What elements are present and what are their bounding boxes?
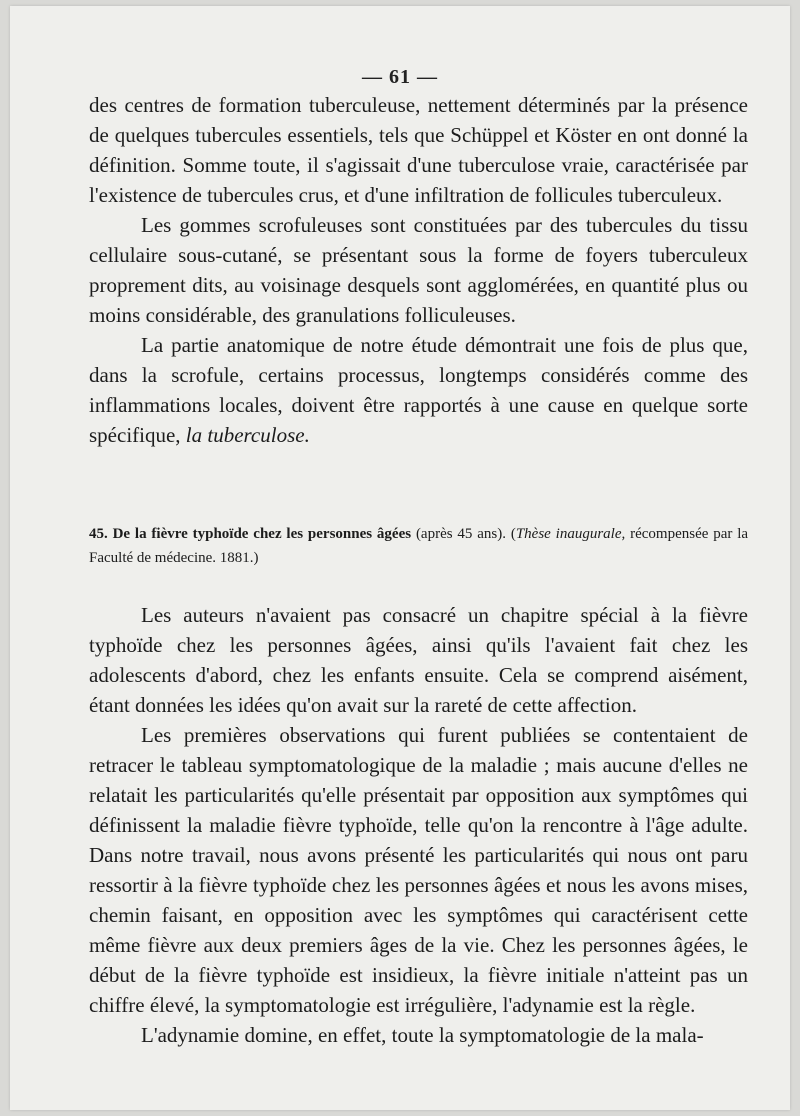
entry-italic: Thèse inaugurale, [515, 526, 626, 542]
paragraph-auteurs: Les auteurs n'avaient pas consacré un chapitre spécial à la fièvre typhoïde chez les personnes âgées, ainsi qu'ils l'avaient fait chez les adolescents d'abord, chez les enfants ensuite. Cela se comprend aisément, étant données les idées qu'on avait sur la rareté de cette affection. [89, 603, 748, 717]
paragraph-anatomique-text: La partie anatomique de notre étude démontrait une fois de plus que, dans la scrofule, certains processus, longtemps considérés comme des inflammations locales, doivent être rapportés à une cause en quelque sorte spécifique, [89, 333, 748, 447]
paragraph-continuation: des centres de formation tuberculeuse, nettement déterminés par la présence de quelques tubercules essentiels, tels que Schüppel et Köster en ont donné la définition. Somme toute, il s'agissait d'une tuberculose vraie, caractérisée par l'existence de tubercules crus, et d'une infiltration de follicules tuberculeux. [89, 93, 748, 207]
paragraph-gommes: Les gommes scrofuleuses sont constituées par des tubercules du tissu cellulaire sous-cutané, se présentant sous la forme de foyers tuberculeux proprement dits, au voisinage desquels sont agglomérées, en quantité plus ou moins considérable, des granulations folliculeuses. [89, 213, 748, 327]
paragraph-adynamie: L'adynamie domine, en effet, toute la symptomatologie de la mala- [141, 1023, 704, 1047]
text-block-top [89, 90, 748, 450]
page-number: — 61 — [362, 66, 438, 88]
entry-paren: (après 45 ans). [415, 526, 506, 542]
entry-open-bracket: ( [510, 526, 516, 542]
entry-rest: récompensée par la Faculté de médecine. 1881.) [89, 526, 749, 566]
paragraph-observations: Les premières observations qui furent publiées se contentaient de retracer le tableau symptomatologique de la maladie ; mais aucune d'elles ne relatait les particularités qu'elle présentait par opposition aux symptômes qui définissent la maladie fièvre typhoïde, telle qu'on la rencontre à l'âge adulte. Dans notre travail, nous avons présenté les particularités qui nous ont paru ressortir à la fièvre typhoïde chez les personnes âgées et nous les avons mises, chemin faisant, en opposition avec les symptômes qui caractérisent cette même fièvre aux deux premiers âges de la vie. Chez les personnes âgées, le début de la fièvre typhoïde est insidieux, la fièvre initiale n'atteint pas un chiffre élevé, la symptomatologie est irrégulière, l'adynamie est la règle. [89, 723, 748, 1017]
text-block-bottom [89, 600, 748, 1050]
book-page [10, 6, 790, 1110]
bibliography-entry [89, 522, 748, 570]
entry-title: 45. De la fièvre typhoïde chez les personnes âgées [89, 526, 412, 542]
paragraph-anatomique [89, 330, 748, 450]
italic-tuberculose: la tuberculose. [185, 423, 310, 447]
